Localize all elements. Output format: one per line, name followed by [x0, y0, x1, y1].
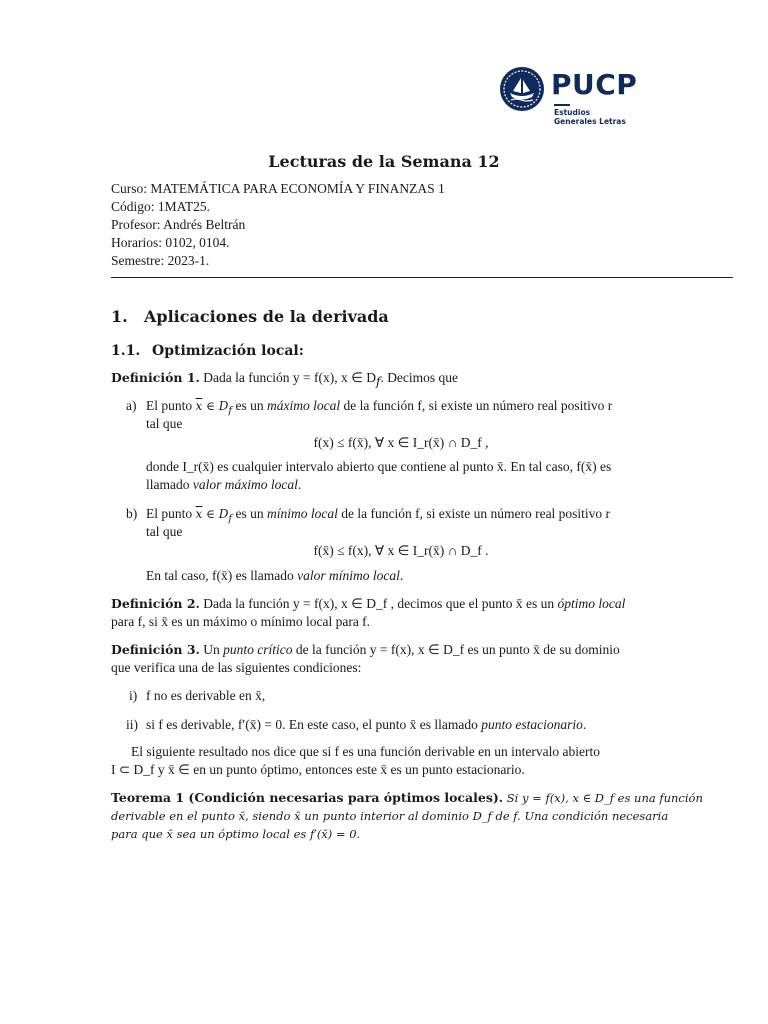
item-a-post: de la función f, si existe un número real positivo r	[343, 398, 613, 413]
definition-1-end: . Decimos que	[380, 370, 459, 385]
definition-2-line1	[111, 595, 625, 613]
term-optimo-local: óptimo local	[557, 596, 626, 611]
logo-subtitle-line1: Estudios	[554, 108, 591, 117]
item-a-note2: llamado valor máximo local.	[146, 477, 302, 492]
section-number: 1.	[111, 307, 128, 326]
section-title: Aplicaciones de la derivada	[144, 307, 389, 326]
item-a-pre: El punto	[146, 398, 193, 413]
theorem-1-line1	[111, 789, 703, 807]
item-i-marker: i)	[129, 688, 138, 703]
formula-min-local: f(x̄) ≤ f(x), ∀ x ∈ I_r(x̄) ∩ D_f .	[313, 543, 489, 558]
term-valor-maximo-local: valor máximo local	[192, 477, 298, 492]
definition-1-text: Dada la función y = f(x), x ∈ D	[203, 370, 376, 385]
subsection-number: 1.1.	[111, 343, 141, 359]
item-ii-text: si f es derivable, f′(x̄) = 0. En este caso, el punto x̄ es llamado	[146, 717, 478, 732]
definition-3-line1	[111, 641, 620, 659]
item-b-mid: es un	[235, 506, 264, 521]
term-punto-estacionario: punto estacionario	[481, 717, 583, 732]
item-b-pre: El punto	[146, 506, 193, 521]
term-punto-critico: punto crítico	[223, 642, 293, 657]
theorem-1-line3: para que x̄ sea un óptimo local es f′(x̄) = 0.	[111, 827, 361, 841]
definition-1-label: Definición 1.	[111, 370, 200, 385]
course-info	[111, 180, 445, 270]
professor: Profesor: Andrés Beltrán	[111, 217, 246, 232]
definition-3-label: Definición 3.	[111, 642, 200, 657]
item-ii-line: si f es derivable, f′(x̄) = 0. En este caso, el punto x̄ es llamado punto estacionario.	[146, 717, 587, 732]
schedules: Horarios: 0102, 0104.	[111, 235, 230, 250]
definition-1-intro	[111, 369, 458, 391]
item-a-line2: tal que	[146, 416, 183, 431]
theorem-1-label: Teorema 1 (Condición necesarias para óptimos locales).	[111, 790, 504, 805]
semester: Semestre: 2023-1.	[111, 253, 210, 268]
pucp-seal-icon	[499, 66, 545, 112]
item-b-marker: b)	[126, 506, 138, 521]
term-minimo-local: mínimo local	[267, 506, 338, 521]
logo-subtitle	[554, 108, 626, 126]
item-a-line1: El punto $\overline{x}$ ∈ $D_f$ es un máximo local de la función f, si existe un número real positivo r	[146, 398, 613, 417]
item-a-mid: es un	[235, 398, 264, 413]
logo-divider	[554, 104, 570, 106]
pucp-logo	[499, 66, 649, 128]
subsection-title: Optimización local:	[152, 343, 304, 359]
paragraph-line2: I ⊂ D_f y x̄ ∈ en un punto óptimo, entonces este x̄ es un punto estacionario.	[111, 762, 525, 777]
domain-subscript: f	[375, 374, 381, 389]
item-b-note: En tal caso, f(x̄) es llamado valor mínimo local.	[146, 568, 404, 583]
definition-2-text: Dada la función y = f(x), x ∈ D_f , decimos que el punto x̄ es un	[203, 596, 555, 611]
item-a-note2-pre: llamado	[146, 477, 190, 492]
term-maximo-local: máximo local	[267, 398, 341, 413]
definition-3-line2: que verifica una de las siguientes condiciones:	[111, 660, 362, 675]
header-divider	[111, 277, 733, 278]
definition-3-post: de la función y = f(x), x ∈ D_f es un punto x̄ de su dominio	[295, 642, 620, 657]
theorem-1-text1: Si y = f(x), x ∈ D_f es una función	[506, 791, 703, 805]
item-i-text: f no es derivable en x̄,	[146, 688, 266, 703]
paragraph-line1: El siguiente resultado nos dice que si f es una función derivable en un intervalo abierto	[131, 744, 600, 759]
item-b-post: de la función f, si existe un número real positivo r	[341, 506, 611, 521]
pucp-wordmark: PUCP	[551, 68, 638, 101]
item-a-marker: a)	[126, 398, 137, 413]
item-b-line2: tal que	[146, 524, 183, 539]
section-heading	[111, 306, 389, 328]
definition-3-pre: Un	[203, 642, 220, 657]
logo-subtitle-line2: Generales Letras	[554, 117, 626, 126]
formula-max-local: f(x) ≤ f(x̄), ∀ x ∈ I_r(x̄) ∩ D_f ,	[313, 435, 489, 450]
theorem-1-line2: derivable en el punto x̄, siendo x̄ un punto interior al dominio D_f de f. Una condición necesaria	[111, 809, 669, 823]
document-title: Lecturas de la Semana 12	[268, 152, 500, 171]
subsection-heading	[111, 341, 304, 361]
course-name: Curso: MATEMÁTICA PARA ECONOMÍA Y FINANZAS 1	[111, 181, 445, 196]
item-b-line1: El punto $\overline{x}$ ∈ $D_f$ es un mínimo local de la función f, si existe un número real positivo r	[146, 506, 611, 525]
item-b-note-pre: En tal caso, f(x̄) es llamado	[146, 568, 294, 583]
course-code: Código: 1MAT25.	[111, 199, 211, 214]
definition-2-line2: para f, si x̄ es un máximo o mínimo local para f.	[111, 614, 371, 629]
item-a-note1: donde I_r(x̄) es cualquier intervalo abierto que contiene al punto x̄. En tal caso, f(x̄) es	[146, 459, 612, 474]
definition-2-label: Definición 2.	[111, 596, 200, 611]
term-valor-minimo-local: valor mínimo local	[297, 568, 400, 583]
item-ii-marker: ii)	[126, 717, 138, 732]
